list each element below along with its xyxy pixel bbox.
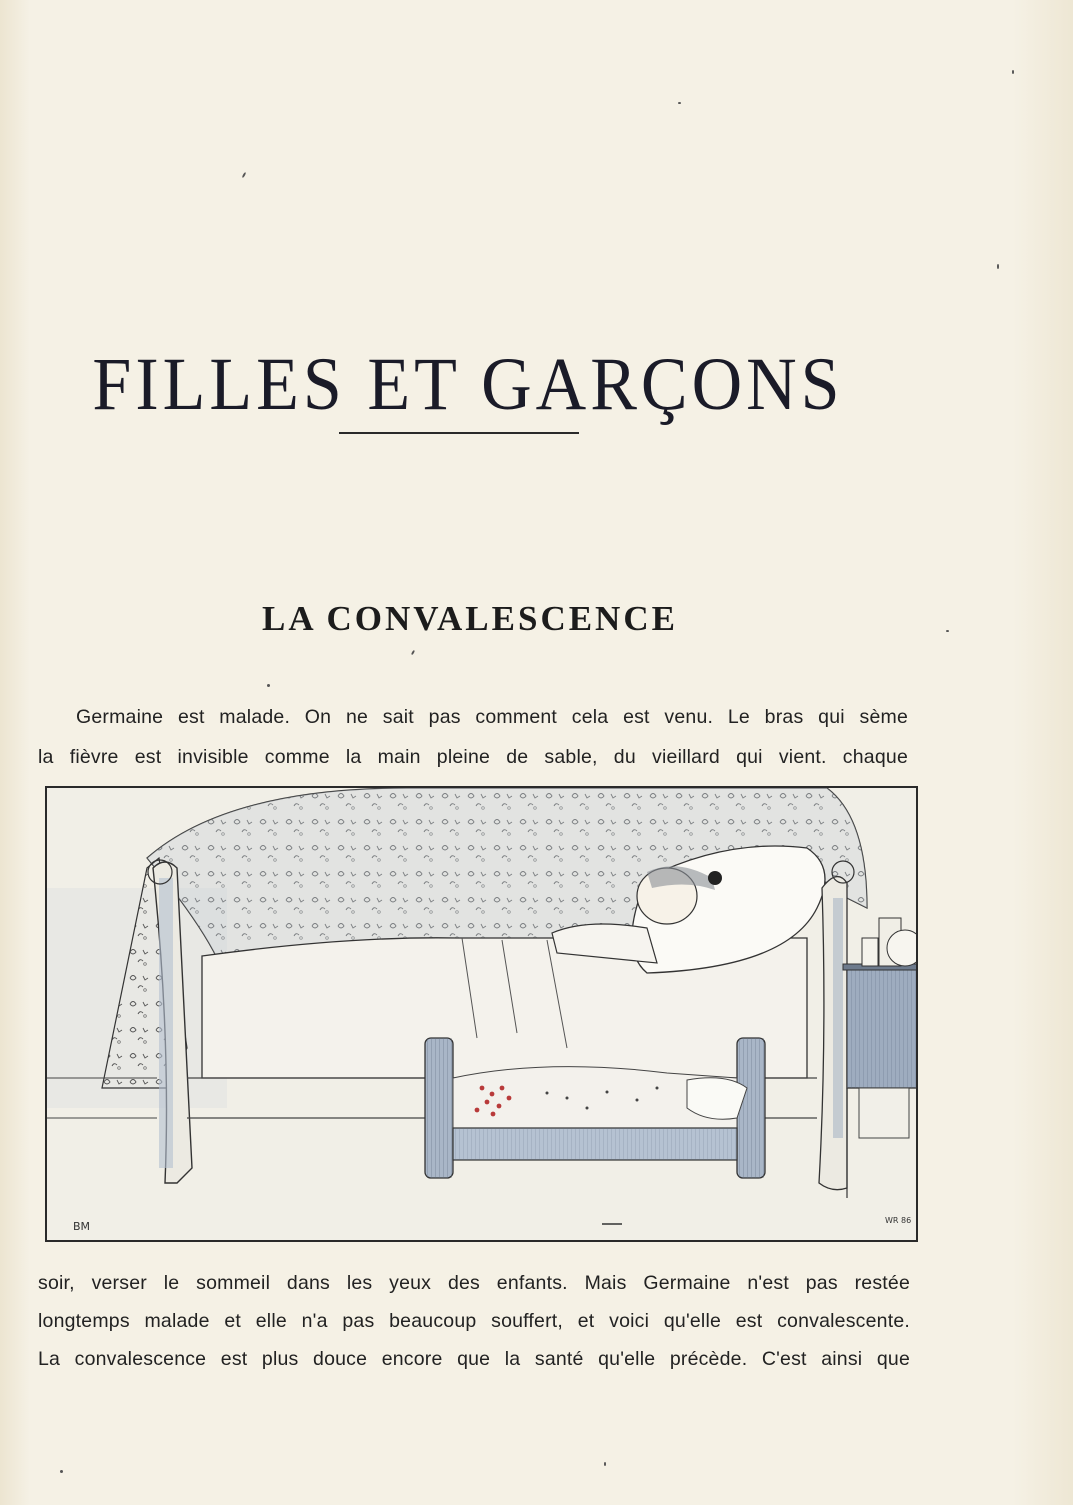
text-line: soir, verser le sommeil dans les yeux des enfants. Mais Germaine n'est pas restée: [38, 1272, 910, 1294]
text-line: longtemps malade et elle n'a pas beaucoup souffert, et voici qu'elle est convalescente.: [38, 1310, 910, 1332]
artist-signature-left: BM: [73, 1220, 91, 1233]
scan-speck: [604, 1462, 606, 1466]
text-line: Germaine est malade. On ne sait pas comment cela est venu. Le bras qui sème: [76, 706, 908, 728]
illustration-figure: [45, 786, 918, 1242]
book-title: FILLES ET GARÇONS: [92, 342, 844, 426]
text-line: La convalescence est plus douce encore que la santé qu'elle précède. C'est ainsi que: [38, 1348, 910, 1370]
artist-signature-right: WR 86: [885, 1216, 912, 1225]
chapter-title: LA CONVALESCENCE: [262, 599, 678, 639]
title-divider: [339, 432, 579, 434]
scan-speck: [678, 102, 681, 104]
scan-speck: [267, 684, 270, 687]
scan-speck: [1012, 70, 1014, 74]
scan-speck: [60, 1470, 63, 1473]
scan-speck: [997, 264, 999, 269]
bed-engraving: [47, 788, 918, 1242]
text-line: la fièvre est invisible comme la main pleine de sable, du vieillard qui vient. chaque: [38, 746, 908, 768]
scan-speck: [946, 630, 949, 632]
